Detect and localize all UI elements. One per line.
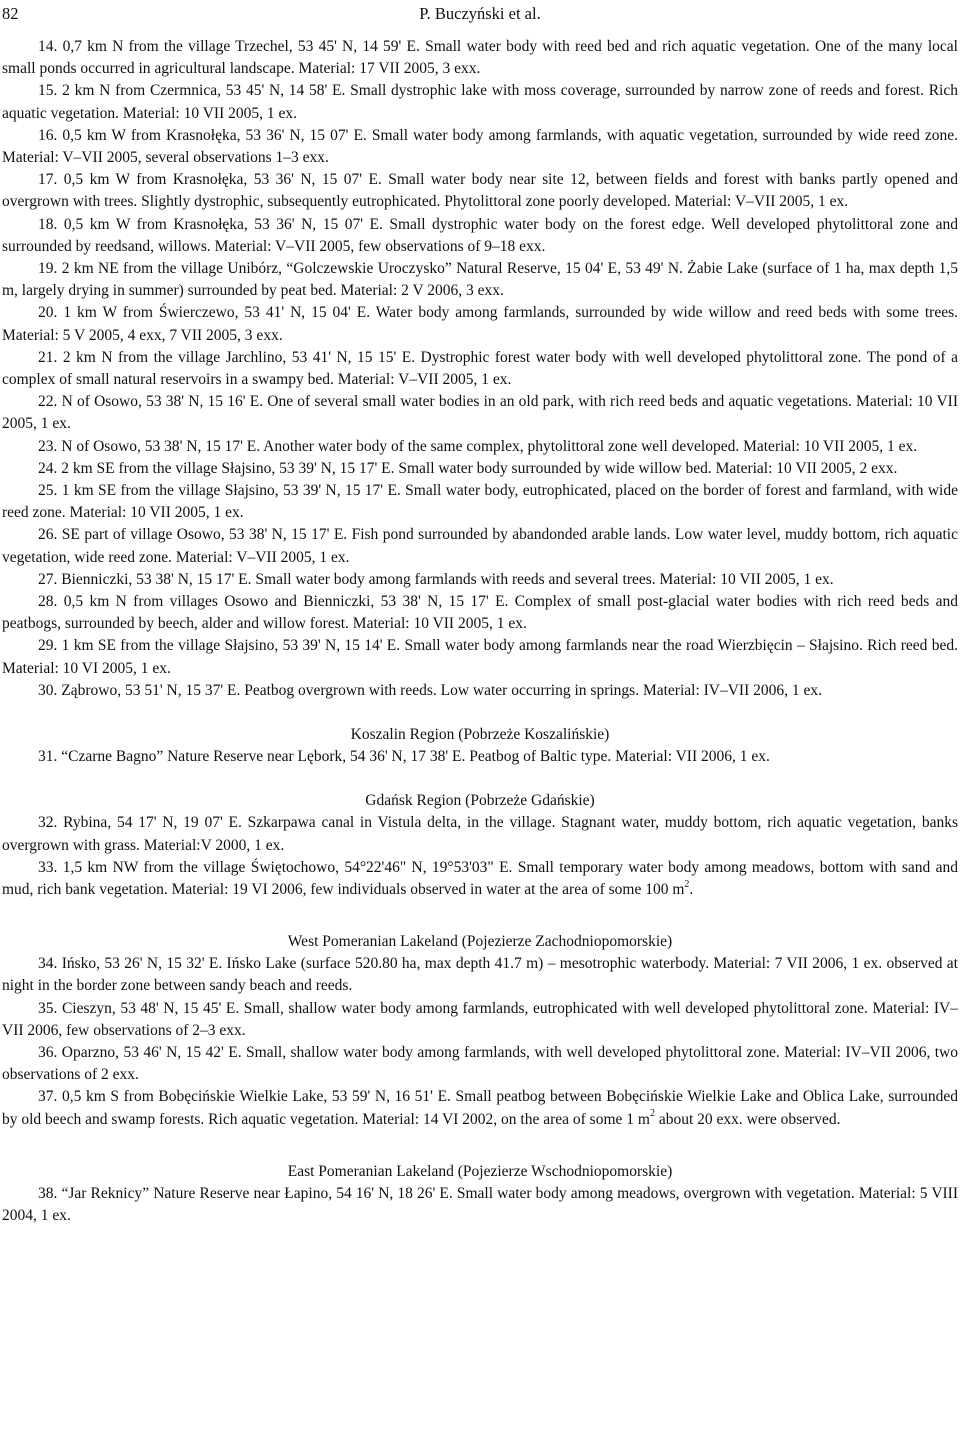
locality-entry: 38. “Jar Reknicy” Nature Reserve near Łapino, 54 16' N, 18 26' E. Small water body among meadows, overgrown with vegetation. Material: 5 VIII 2004, 1 ex. (2, 1184, 958, 1224)
locality-entry: 23. N of Osowo, 53 38' N, 15 17' E. Another water body of the same complex, phytolittoral zone well developed. Material: 10 VII 2005, 1 ex. (38, 437, 918, 455)
locality-entry: 35. Cieszyn, 53 48' N, 15 45' E. Small, shallow water body among farmlands, eutrophicated with well developed phytolittoral zone. Material: IV–VII 2006, few observations of 2–3 exx. (2, 999, 958, 1039)
locality-entry: 17. 0,5 km W from Krasnołęka, 53 36' N, 15 07' E. Small water body near site 12, between fields and forest with banks partly opened and overgrown with trees. Slightly dystrophic, subsequently eutrophicated. Phytolittoral zone poorly developed. Material: V–VII 2005, 1 ex. (2, 171, 958, 211)
locality-list-c (2, 953, 958, 1086)
locality-entry: 31. “Czarne Bagno” Nature Reserve near Lębork, 54 36' N, 17 38' E. Peatbog of Baltic type. Material: VII 2006, 1 ex. (38, 748, 770, 766)
locality-entry: 18. 0,5 km W from Krasnołęka, 53 36' N, 15 07' E. Small dystrophic water body on the forest edge. Well developed phytolittoral zone and surrounded by reedsand, willows. Material: V–VII 2005, few observations of 9–18 exx. (2, 215, 958, 255)
locality-entry: 28. 0,5 km N from villages Osowo and Bienniczki, 53 38' N, 15 17' E. Complex of small post-glacial water bodies with rich reed beds and peatbogs, surrounded by beech, alder and willow forest. Material: 10 VII 2005, 1 ex. (2, 593, 958, 633)
locality-entry: 22. N of Osowo, 53 38' N, 15 16' E. One of several small water bodies in an old park, with rich reed beds and aquatic vegetations. Material: 10 VII 2005, 1 ex. (2, 393, 958, 433)
page-number: 82 (2, 4, 19, 23)
locality-entry: 24. 2 km SE from the village Słajsino, 53 39' N, 15 17' E. Small water body surrounded by wide willow bed. Material: 10 VII 2005, 2 exx. (38, 459, 898, 477)
locality-entry-33 (2, 857, 958, 901)
region-heading-koszalin: Koszalin Region (Pobrzeże Koszalińskie) (350, 726, 610, 744)
entry-37-text: 37. 0,5 km S from Bobęcińskie Wielkie Lake, 53 59' N, 16 51' E. Small peatbog between Bobęcińskie Wielkie Lake and Oblica Lake, surrounded by old beech and swamp forests. Rich aquatic vegetation. Material: 14 VI 2002, on the area of some 1 m (2, 1088, 958, 1128)
locality-entry: 29. 1 km SE from the village Słajsino, 53 39' N, 15 14' E. Small water body among farmlands near the road Wierzbięcin – Słajsino. Rich reed bed. Material: 10 VI 2005, 1 ex. (2, 637, 958, 677)
locality-entry: 15. 2 km N from Czermnica, 53 45' N, 14 58' E. Small dystrophic lake with moss coverage, surrounded by narrow zone of reeds and forest. Rich aquatic vegetation. Material: 10 VII 2005, 1 ex. (2, 82, 958, 122)
entry-37-end: about 20 exx. were observed. (654, 1110, 841, 1128)
running-title: P. Buczyński et al. (419, 4, 541, 23)
locality-entry: 30. Ząbrowo, 53 51' N, 15 37' E. Peatbog overgrown with reeds. Low water occurring in springs. Material: IV–VII 2006, 1 ex. (38, 681, 823, 699)
locality-list-a (2, 36, 958, 702)
region-heading-east-pomeranian: East Pomeranian Lakeland (Pojezierze Wschodniopomorskie) (287, 1162, 673, 1180)
locality-entry: 16. 0,5 km W from Krasnołęka, 53 36' N, 15 07' E. Small water body among farmlands, with aquatic vegetation, surrounded by wide reed zone. Material: V–VII 2005, several observations 1–3 exx. (2, 126, 958, 167)
locality-entry-37 (2, 1086, 958, 1130)
entry-33-superscript: 2 (684, 878, 690, 890)
locality-entry: 21. 2 km N from the village Jarchlino, 53 41' N, 15 15' E. Dystrophic forest water body with well developed phytolittoral zone. The pond of a complex of small natural reservoirs in a swampy bed. Material: V–VII 2005, 1 ex. (2, 348, 958, 389)
locality-entry: 36. Oparzno, 53 46' N, 15 42' E. Small, shallow water body among farmlands, with well developed phytolittoral zone. Material: IV–VII 2006, two observations of 2 exx. (2, 1043, 958, 1084)
locality-entry: 19. 2 km NE from the village Unibórz, “Golczewskie Uroczysko” Natural Reserve, 15 04' E, 53 49' N. Żabie Lake (surface of 1 ha, max depth 1,5 m, largely drying in summer) surrounded by peat bed. Material: 2 V 2006, 3 exx. (2, 260, 958, 300)
locality-entry: 26. SE part of village Osowo, 53 38' N, 15 17' E. Fish pond surrounded by abandonded arable lands. Low water level, muddy bottom, rich aquatic vegetation, wide reed zone. Material: V–VII 2005, 1 ex. (2, 526, 958, 566)
locality-entry: 34. Ińsko, 53 26' N, 15 32' E. Ińsko Lake (surface 520.80 ha, max depth 41.7 m) – mesotrophic waterbody. Material: 7 VII 2006, 1 ex. observed at night in the border zone between sandy beach and reeds. (2, 955, 958, 995)
locality-entry: 20. 1 km W from Świerczewo, 53 41' N, 15 04' E. Water body among farmlands, surrounded by wide willow and reed beds with some trees. Material: 5 V 2005, 4 exx, 7 VII 2005, 3 exx. (2, 304, 958, 344)
entry-37-superscript: 2 (649, 1108, 655, 1120)
document-page (2, 0, 958, 1227)
locality-list-b (2, 746, 958, 768)
entry-33-text: 33. 1,5 km NW from the village Świętochowo, 54°22'46" N, 19°53'03" E. Small temporary water body among meadows, bottom with sand and mud, rich bank vegetation. Material: 19 VI 2006, few individuals observed in water at the area of some 100 m (2, 858, 958, 898)
page-header (2, 2, 958, 26)
page-content (2, 36, 958, 1227)
locality-entry: 27. Bienniczki, 53 38' N, 15 17' E. Small water body among farmlands with reeds and several trees. Material: 10 VII 2005, 1 ex. (38, 570, 834, 588)
locality-entry-32: 32. Rybina, 54 17' N, 19 07' E. Szkarpawa canal in Vistula delta, in the village. Stagnant water, muddy bottom, rich aquatic vegetation, banks overgrown with grass. Material:V 2000, 1 ex. (2, 814, 958, 854)
region-heading-gdansk: Gdańsk Region (Pobrzeże Gdańskie) (365, 792, 595, 810)
entry-33-end: . (689, 880, 694, 898)
locality-entry: 25. 1 km SE from the village Słajsino, 53 39' N, 15 17' E. Small water body, eutrophicated, placed on the border of forest and farmland, with wide reed zone. Material: 10 VII 2005, 1 ex. (2, 482, 958, 522)
region-heading-west-pomeranian: West Pomeranian Lakeland (Pojezierze Zachodniopomorskie) (287, 933, 673, 951)
locality-list-d (2, 1183, 958, 1227)
locality-entry: 14. 0,7 km N from the village Trzechel, 53 45' N, 14 59' E. Small water body with reed bed and rich aquatic vegetation. One of the many local small ponds occurred in agricultural landscape. Material: 17 VII 2005, 3 exx. (2, 38, 958, 78)
